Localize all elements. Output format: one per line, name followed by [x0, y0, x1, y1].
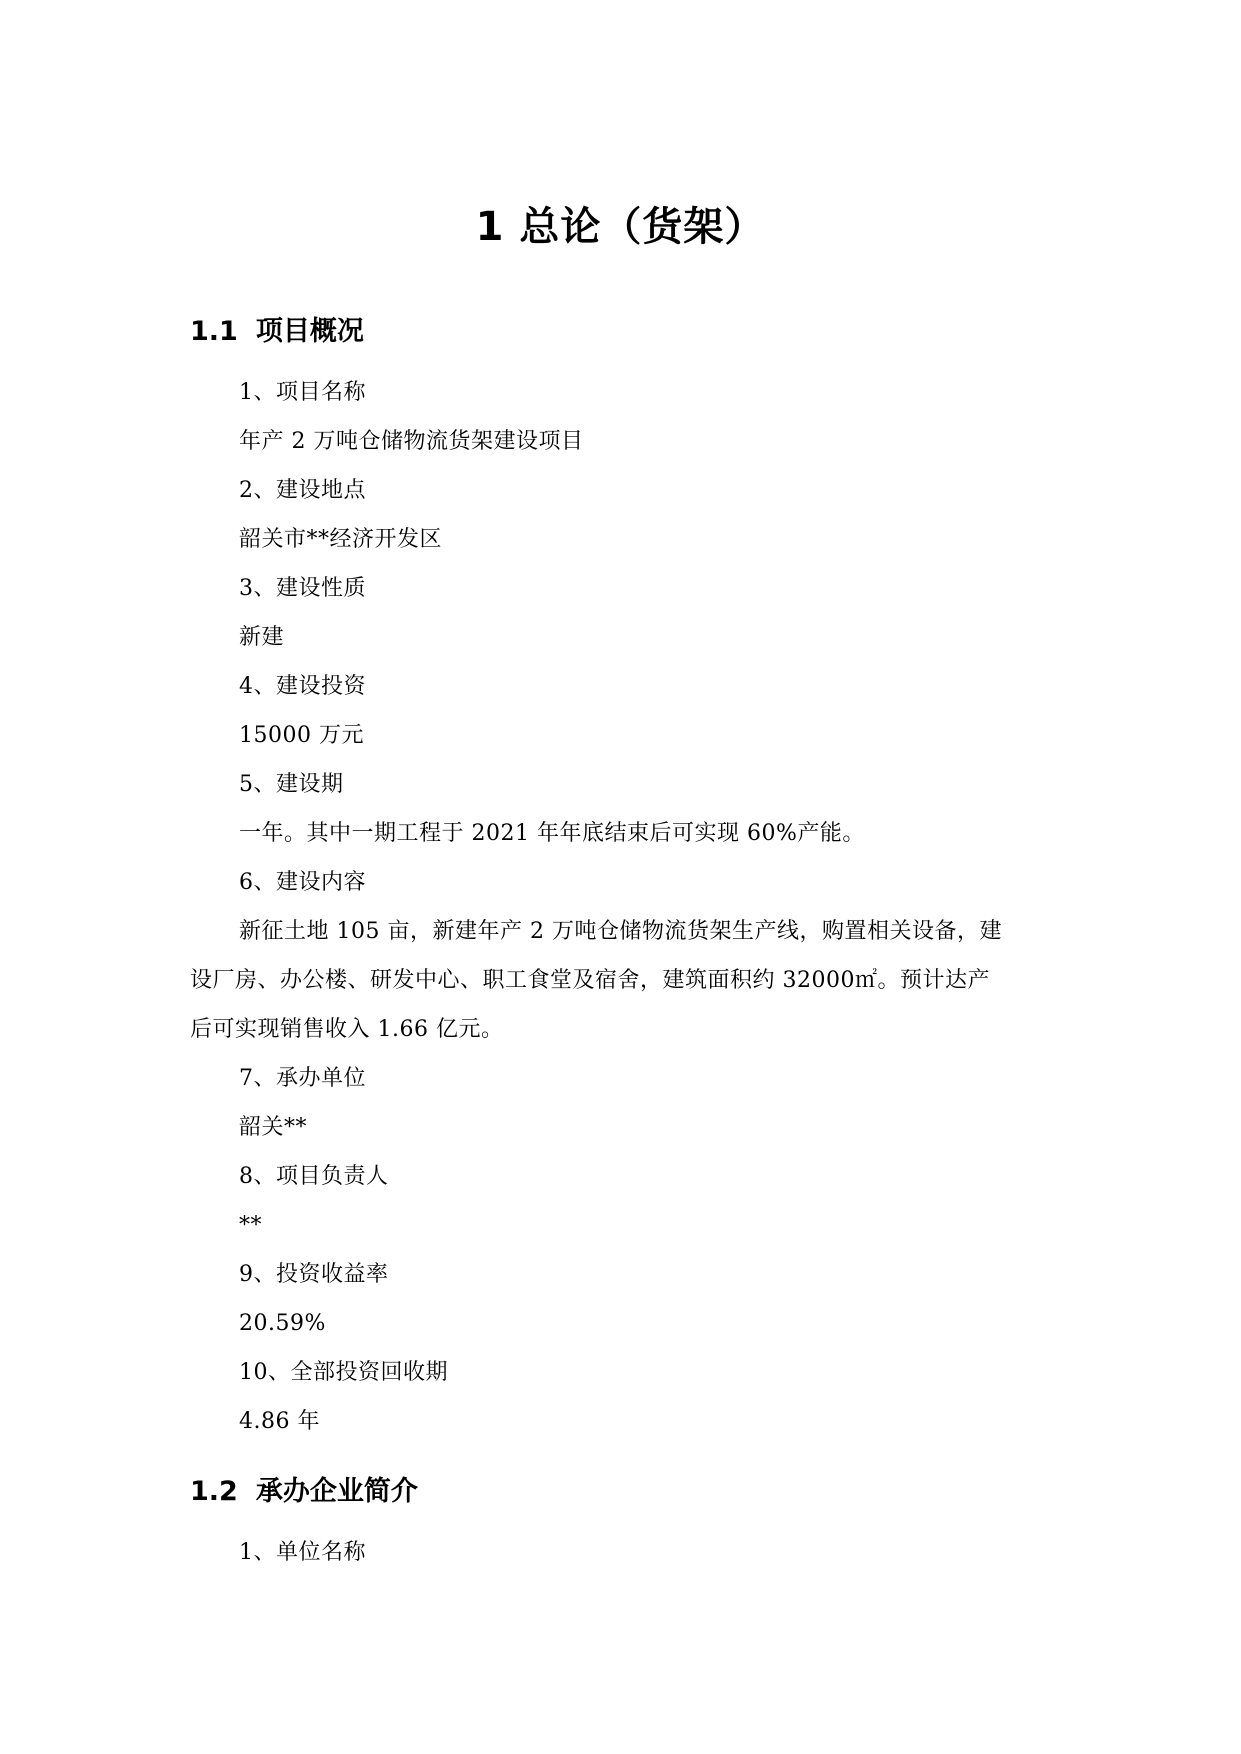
item-value-content-line-3: 后可实现销售收入 1.66 亿元。	[190, 1017, 504, 1042]
item-label-unit-name: 1、单位名称	[239, 1540, 366, 1565]
item-label-location: 2、建设地点	[239, 478, 366, 503]
item-label-period: 5、建设期	[239, 772, 344, 797]
item-label-content: 6、建设内容	[239, 870, 366, 895]
item-value-content-line-2: 设厂房、办公楼、研发中心、职工食堂及宿舍，建筑面积约 32000㎡。预计达产	[190, 968, 990, 993]
section-heading-1-1	[190, 314, 364, 350]
item-value-location: 韶关市**经济开发区	[239, 527, 443, 552]
item-label-nature: 3、建设性质	[239, 576, 366, 601]
section-number: 1.2	[190, 1476, 238, 1507]
item-value-nature: 新建	[239, 625, 285, 650]
item-label-payback: 10、全部投资回收期	[239, 1360, 448, 1385]
item-value-undertaker: 韶关**	[239, 1115, 308, 1140]
section-heading-1-2	[190, 1474, 418, 1510]
item-label-leader: 8、项目负责人	[239, 1164, 389, 1189]
section-title-text: 承办企业简介	[255, 1476, 418, 1507]
section-title-text: 项目概况	[255, 316, 364, 347]
item-value-content-line-1: 新征土地 105 亩，新建年产 2 万吨仓储物流货架生产线，购置相关设备，建	[239, 919, 1002, 944]
section-number: 1.1	[190, 316, 238, 347]
chapter-title: 1 总论（货架）	[475, 204, 766, 250]
item-label-undertaker: 7、承办单位	[239, 1066, 366, 1091]
item-value-period: 一年。其中一期工程于 2021 年年底结束后可实现 60%产能。	[239, 821, 865, 846]
item-label-return-rate: 9、投资收益率	[239, 1262, 389, 1287]
item-label-investment: 4、建设投资	[239, 674, 366, 699]
item-label-project-name: 1、项目名称	[239, 380, 366, 405]
item-value-project-name: 年产 2 万吨仓储物流货架建设项目	[239, 429, 584, 454]
item-value-leader: **	[239, 1213, 262, 1238]
item-value-return-rate: 20.59%	[239, 1311, 326, 1336]
item-value-payback: 4.86 年	[239, 1409, 320, 1434]
item-value-investment: 15000 万元	[239, 723, 364, 748]
